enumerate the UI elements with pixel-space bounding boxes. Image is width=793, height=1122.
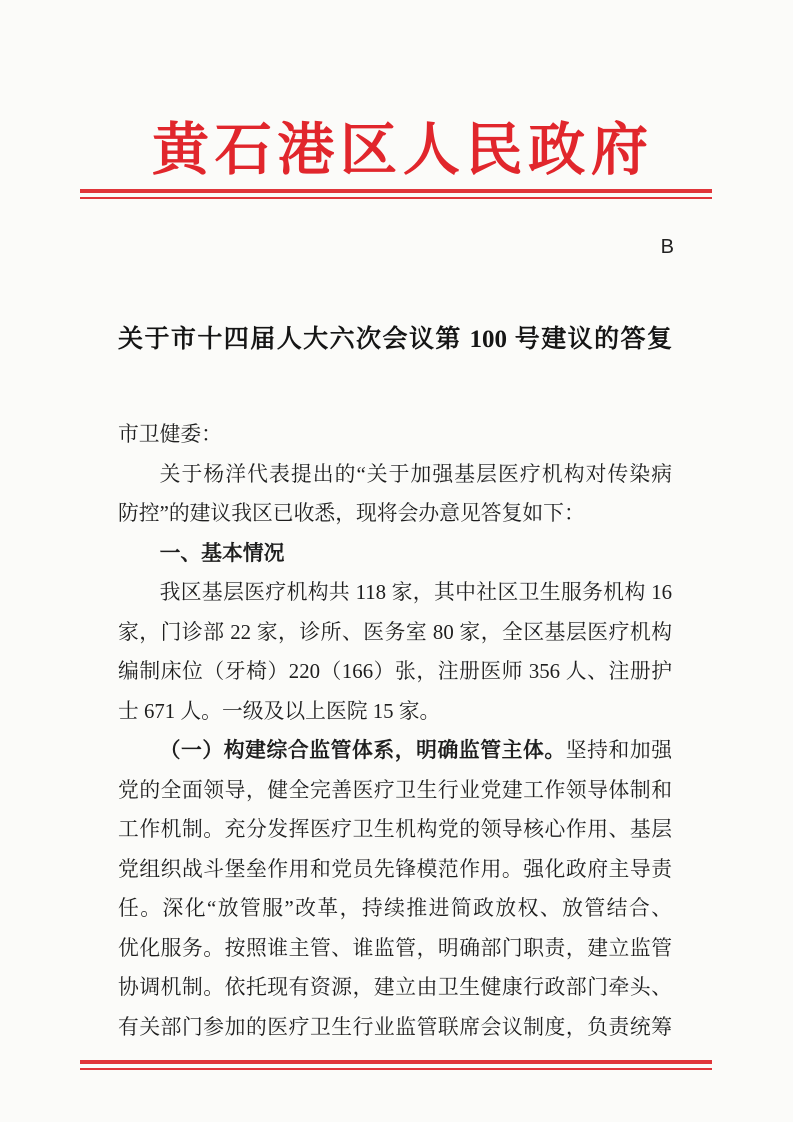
header-red-rule-thick (80, 189, 712, 193)
subsection-first-line (118, 731, 672, 771)
document-mark: B (660, 236, 674, 258)
text-line: 党组织战斗堡垒作用和党员先锋模范作用。强化政府主导责 (118, 857, 672, 881)
section-heading: 一、基本情况 (159, 540, 285, 565)
document-title: 关于市十四届人大六次会议第 100 号建议的答复 (118, 326, 672, 353)
document-body (118, 415, 672, 1047)
text-segment: 坚持和加强 (565, 739, 672, 762)
text-line: 编制床位（牙椅）220（166）张，注册医师 356 人、注册护 (118, 660, 672, 683)
text-line: 协调机制。依托现有资源，建立由卫生健康行政部门牵头、 (118, 976, 672, 999)
text-line: 我区基层医疗机构共 118 家，其中社区卫生服务机构 16 (159, 581, 672, 604)
text-line: 有关部门参加的医疗卫生行业监管联席会议制度，负责统筹 (118, 1015, 672, 1039)
footer-red-rule-thick (80, 1060, 712, 1064)
text-line: 党的全面领导，健全完善医疗卫生行业党建工作领导体制和 (118, 778, 672, 802)
recipient-line: 市卫健委： (118, 423, 222, 446)
text-line: 关于杨洋代表提出的“关于加强基层医疗机构对传染病 (159, 462, 672, 486)
subsection-heading: （一）构建综合监管体系，明确监管主体。 (159, 739, 566, 762)
issuing-authority-header: 黄石港区人民政府 (152, 116, 648, 183)
text-line: 优化服务。按照谁主管、谁监管，明确部门职责，建立监管 (118, 936, 672, 960)
text-line: 防控”的建议我区已收悉，现将会办意见答复如下： (118, 502, 585, 525)
text-line: 家，门诊部 22 家，诊所、医务室 80 家，全区基层医疗机构 (118, 620, 672, 644)
text-line: 士 671 人。一级及以上医院 15 家。 (118, 699, 441, 723)
text-line: 任。深化“放管服”改革，持续推进简政放权、放管结合、 (118, 897, 672, 920)
footer-red-rule-thin (80, 1068, 712, 1070)
text-line: 工作机制。充分发挥医疗卫生机构党的领导核心作用、基层 (118, 818, 672, 841)
header-red-rule-thin (80, 197, 712, 199)
